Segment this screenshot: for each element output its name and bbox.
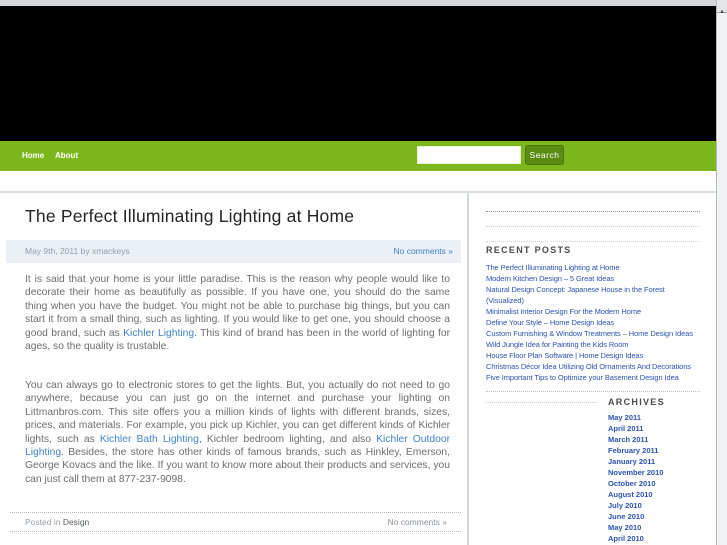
- archive-link[interactable]: June 2010: [608, 512, 645, 521]
- paragraph-text: You can always go to electronic stores to get the lights. But, you actually do not need to go anywhere, because you can just go on the internet and purchase your lighting on Littmanbros.com. This site offers you a million kinds of lights with different brands, sizes, prices, and materials. For example, you pick up Kichler, you can get different kinds of Kichler lights, such as: [25, 380, 450, 445]
- archives-heading: ARCHIVES: [608, 397, 665, 407]
- search-input[interactable]: [417, 146, 521, 164]
- kichler-bath-lighting-link[interactable]: Kichler Bath Lighting: [99, 433, 199, 445]
- scroll-up-button[interactable]: [717, 0, 727, 13]
- post-paragraph: [25, 273, 450, 353]
- archive-link[interactable]: April 2010: [608, 534, 644, 543]
- recent-post-link[interactable]: Five Important Tips to Optimize your Basement Design Idea: [486, 373, 679, 382]
- page-title: The Perfect Illuminating Lighting at Home: [25, 206, 355, 226]
- scroll-up-icon: ▲: [719, 9, 725, 15]
- header-banner: [0, 0, 716, 141]
- archive-link[interactable]: May 2011: [608, 413, 641, 422]
- recent-post-link[interactable]: House Floor Plan Software | Home Design Ideas: [486, 351, 644, 360]
- recent-post-link[interactable]: Minimalist Interior Design For the Modern Home: [486, 307, 642, 316]
- archive-link[interactable]: January 2011: [608, 457, 656, 466]
- posted-in-label: Posted in: [25, 517, 63, 527]
- nav-item-about[interactable]: About: [55, 151, 79, 160]
- sidebar-divider-2: [486, 226, 700, 227]
- comments-link-top[interactable]: No comments »: [393, 246, 453, 256]
- main-content: [0, 193, 467, 545]
- archives-list: [608, 412, 708, 544]
- paragraph-text: . This kind of brand has been in the world of lighting for ages, so the quality is trustable.: [25, 327, 451, 353]
- post-meta-bar: [6, 240, 461, 263]
- top-strip: [0, 0, 716, 6]
- paragraph-text: It is said that your home is your little paradise. This is the reason why people would like to decorate their home as beautifully as possible. If you have one, you should do the same thing when you have the budget. You might not be able to purchase big things, but you can start it from a small thing, such as lighting. If you would like to get one, you should choose a good brand, such as: [25, 274, 450, 339]
- post-paragraph: [25, 379, 450, 486]
- category-link-design[interactable]: Design: [62, 517, 90, 527]
- archive-link[interactable]: April 2011: [608, 424, 644, 433]
- archive-link[interactable]: March 2011: [608, 435, 649, 444]
- recent-post-link[interactable]: Wild Jungle Idea for Painting the Kids Room: [486, 340, 629, 349]
- nav-item-home[interactable]: Home: [22, 151, 45, 160]
- archive-link[interactable]: February 2011: [608, 446, 659, 455]
- post-footer-divider-top: [10, 512, 461, 513]
- sidebar-divider-4: [486, 391, 700, 392]
- paragraph-text: . Besides, the store has other kinds of famous brands, such as Hinkley, Emerson, George Kovacs and the like. If you want to know more about their products and services, you can just call them at 877-237-9098.: [25, 447, 450, 485]
- scrollbar[interactable]: [716, 0, 727, 545]
- sidebar: [469, 193, 716, 545]
- archive-link[interactable]: July 2010: [608, 501, 642, 510]
- recent-post-link[interactable]: Define Your Style – Home Design Ideas: [486, 318, 615, 327]
- sidebar-divider-1: [486, 211, 700, 212]
- recent-post-link[interactable]: Christmas Décor Idea Utilizing Old Ornaments And Decorations: [486, 362, 691, 371]
- kichler-outdoor-lighting-link[interactable]: Kichler Outdoor Lighting: [25, 433, 450, 459]
- archive-link[interactable]: October 2010: [608, 479, 656, 488]
- archive-link[interactable]: November 2010: [608, 468, 664, 477]
- search-button[interactable]: Search: [525, 145, 564, 165]
- post-footer: [25, 516, 447, 529]
- sidebar-divider-3: [486, 241, 700, 242]
- recent-post-link[interactable]: Custom Furnishing & Window Treatments – Home Design Ideas: [486, 329, 693, 338]
- post-date: May 9th, 2011 by xmackeys: [25, 246, 130, 256]
- recent-posts-list: [486, 262, 702, 383]
- recent-post-link[interactable]: Natural Design Concept: Japanese House in the Forest (Visualized): [486, 285, 665, 305]
- sidebar-divider-5: [486, 402, 597, 403]
- recent-posts-heading: RECENT POSTS: [486, 245, 572, 255]
- comments-link-bottom[interactable]: No comments »: [387, 517, 447, 527]
- nav-bar: [0, 141, 716, 171]
- post-footer-divider-bottom: [10, 531, 461, 532]
- paragraph-text: , Kichler bedroom lighting, and also: [198, 433, 377, 445]
- archive-link[interactable]: August 2010: [608, 490, 653, 499]
- recent-post-link[interactable]: The Perfect Illuminating Lighting at Home: [486, 263, 620, 272]
- recent-post-link[interactable]: Modern Kitchen Design – 5 Great Ideas: [486, 274, 615, 283]
- kichler-lighting-link[interactable]: Kichler Lighting: [123, 327, 195, 339]
- archive-link[interactable]: May 2010: [608, 523, 642, 532]
